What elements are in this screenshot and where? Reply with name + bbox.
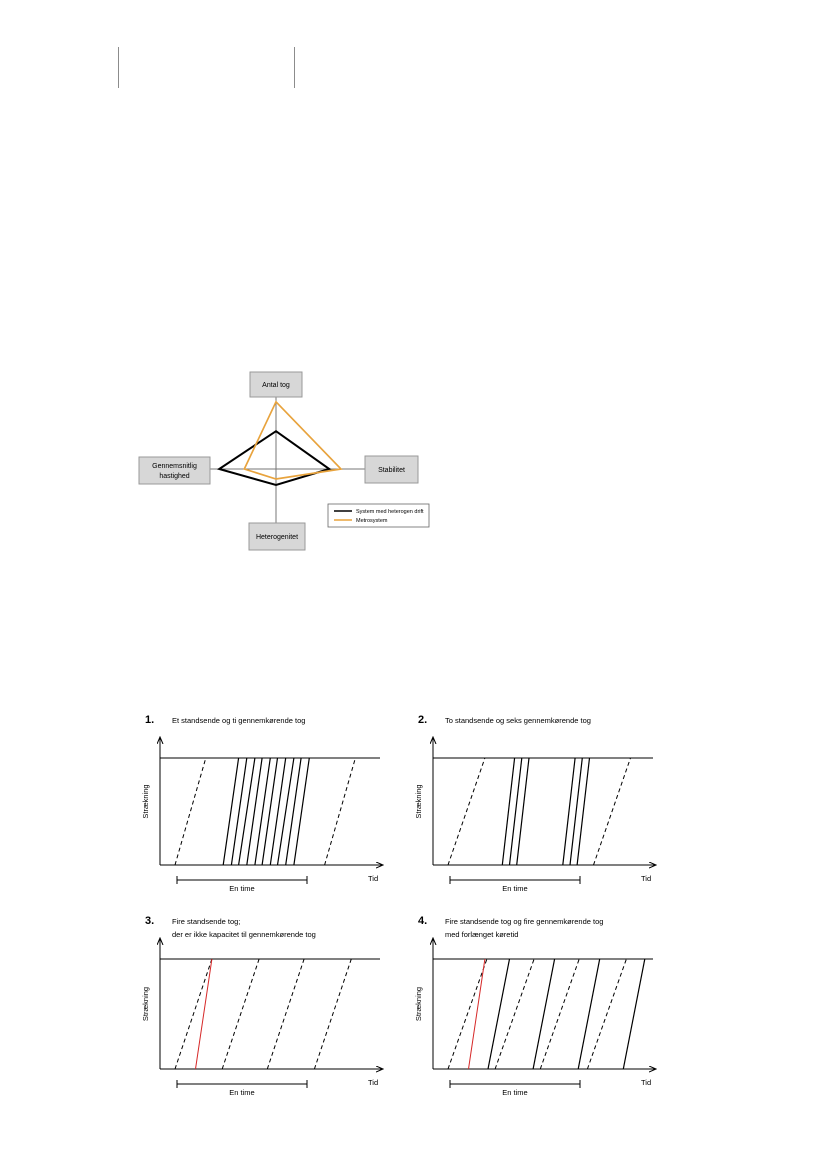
through-train-path	[578, 959, 600, 1069]
y-axis-label: Strækning	[414, 784, 423, 819]
hour-bracket-label: En time	[502, 1088, 528, 1097]
stopping-train-path	[314, 959, 351, 1069]
panel-3	[141, 915, 382, 1097]
radar-series-group	[219, 402, 341, 485]
through-train-path	[231, 758, 246, 865]
through-train-path	[255, 758, 270, 865]
x-axis-label: Tid	[641, 874, 652, 883]
through-train-path	[270, 758, 285, 865]
stopping-train-path	[495, 959, 534, 1069]
through-train-path	[262, 758, 277, 865]
extended-travel-path	[196, 959, 212, 1069]
through-train-path	[278, 758, 294, 865]
axis-label-top: Antal tog	[262, 382, 290, 389]
through-train-path	[533, 959, 555, 1069]
stopping-train-path	[540, 959, 579, 1069]
x-axis-label: Tid	[368, 874, 379, 883]
axis-label-left-line1: Gennemsnitlig	[152, 463, 197, 470]
panel-number: 1.	[145, 714, 155, 726]
through-train-path	[563, 758, 575, 865]
panel-1	[141, 714, 382, 893]
x-axis-label: Tid	[368, 1078, 379, 1087]
x-axis-label: Tid	[641, 1078, 652, 1087]
through-train-path	[517, 758, 529, 865]
panel-title-line: der er ikke kapacitet til gennemkørende tog	[172, 930, 316, 939]
through-train-path	[223, 758, 238, 865]
panel-2	[414, 714, 655, 893]
radar-diagram	[130, 365, 440, 555]
through-train-path	[623, 959, 645, 1069]
stopping-train-path	[587, 959, 626, 1069]
legend-label-heterogen: System med heterogen drift	[356, 509, 424, 515]
panel-number: 3.	[145, 915, 155, 927]
panel-title-line: med forlænget køretid	[445, 930, 519, 939]
hour-bracket-label: En time	[229, 1088, 255, 1097]
legend-label-metro: Metrosystem	[356, 518, 388, 524]
through-train-path	[239, 758, 255, 865]
panel-title-line: Fire standsende tog;	[172, 917, 241, 926]
panel-number: 2.	[418, 714, 428, 726]
axis-label-left-line2: hastighed	[159, 473, 190, 480]
through-train-path	[577, 758, 589, 865]
through-train-path	[510, 758, 522, 865]
header-rule-right	[294, 47, 295, 88]
panel-title-line: Et standsende og ti gennemkørende tog	[172, 716, 306, 725]
stopping-train-path	[222, 959, 259, 1069]
stopping-train-path	[448, 758, 485, 865]
y-axis-label: Strækning	[141, 986, 150, 1022]
y-axis-label: Strækning	[414, 986, 423, 1022]
stopping-train-path	[594, 758, 631, 865]
extended-travel-path	[469, 959, 485, 1069]
through-train-path	[294, 758, 309, 865]
hour-bracket-label: En time	[502, 884, 528, 893]
through-train-path	[286, 758, 301, 865]
radar-legend	[328, 504, 429, 527]
header-rule-left	[118, 47, 119, 88]
hour-bracket-label: En time	[229, 884, 255, 893]
stopping-train-path	[267, 959, 304, 1069]
stopping-train-path	[448, 959, 487, 1069]
panel-title-line: Fire standsende tog og fire gennemkørende tog	[445, 917, 604, 926]
time-distance-panels	[0, 700, 827, 1100]
axis-box-bottom	[249, 523, 305, 550]
panel-title-line: To standsende og seks gennemkørende tog	[445, 716, 591, 725]
axis-box-right	[365, 456, 418, 483]
through-train-path	[488, 959, 510, 1069]
stopping-train-path	[325, 758, 356, 865]
axis-label-right: Stabilitet	[378, 467, 405, 474]
through-train-path	[502, 758, 514, 865]
panel-number: 4.	[418, 915, 428, 927]
y-axis-label: Strækning	[141, 784, 150, 819]
stopping-train-path	[175, 758, 206, 865]
panel-4	[414, 915, 655, 1097]
through-train-path	[570, 758, 582, 865]
through-train-path	[247, 758, 262, 865]
stopping-train-path	[175, 959, 212, 1069]
axis-label-bottom: Heterogenitet	[255, 534, 299, 541]
axis-box-left	[139, 457, 210, 484]
axis-box-top	[250, 372, 302, 397]
